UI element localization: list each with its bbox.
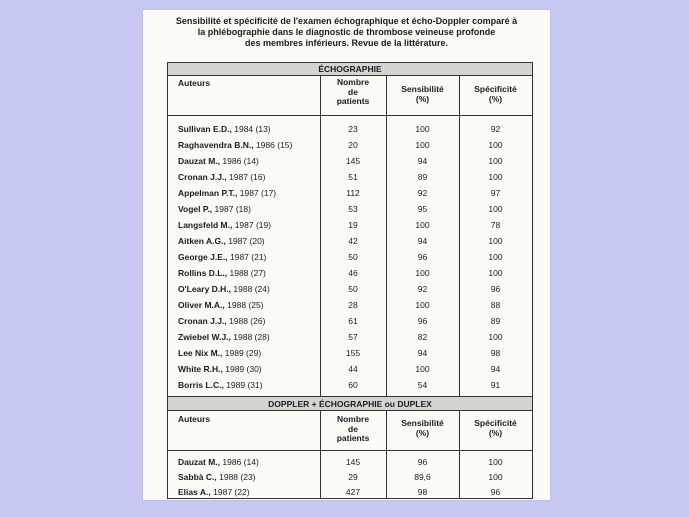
table-row	[168, 185, 532, 201]
author-cell	[178, 469, 256, 485]
author-ref: 1987 (19)	[234, 220, 272, 230]
author-ref: 1989 (31)	[226, 380, 263, 390]
author-name: Elias A.,	[178, 487, 211, 497]
table-row	[168, 281, 532, 297]
patients-cell: 61	[348, 316, 358, 326]
specificity-cell: 92	[490, 124, 501, 134]
sensitivity-cell: 98	[417, 487, 428, 497]
sensitivity-cell: 96	[417, 457, 428, 467]
author-name: White R.H.,	[178, 364, 223, 374]
author-name: Cronan J.J.,	[178, 316, 227, 326]
specificity-cell: 96	[490, 487, 501, 497]
author-ref: 1988 (28)	[233, 332, 270, 342]
table-row	[168, 217, 532, 233]
specificity-cell: 100	[488, 140, 503, 150]
section2-header-row	[168, 411, 532, 451]
author-ref: 1987 (17)	[239, 188, 277, 198]
author-name: Aitken A.G.,	[178, 236, 226, 246]
sensitivity-cell: 95	[417, 204, 428, 214]
sensitivity-cell: 100	[415, 220, 430, 230]
table-row	[168, 329, 532, 345]
author-name: Lee Nix M.,	[178, 348, 223, 358]
author-name: Sabbà C.,	[178, 472, 217, 482]
specificity-cell: 96	[490, 284, 501, 294]
author-ref: 1988 (24)	[233, 284, 270, 294]
author-cell	[178, 454, 259, 470]
patients-cell: 42	[348, 236, 358, 246]
table-row	[168, 153, 532, 169]
author-ref: 1987 (22)	[213, 487, 250, 497]
author-name: Sullivan E.D.,	[178, 124, 232, 134]
author-name: Raghavendra B.N.,	[178, 140, 254, 150]
section-heading-echographie: ÉCHOGRAPHIE	[168, 63, 532, 76]
patients-cell: 155	[345, 348, 361, 358]
results-table	[167, 62, 533, 499]
author-cell	[178, 345, 261, 361]
author-cell	[178, 137, 292, 153]
author-cell	[178, 217, 271, 233]
sensitivity-cell: 92	[417, 188, 428, 198]
table-row	[168, 361, 532, 377]
author-cell	[178, 377, 263, 393]
author-name: Vogel P.,	[178, 204, 213, 214]
specificity-cell: 100	[488, 172, 503, 182]
specificity-cell: 100	[488, 156, 503, 166]
section-heading-duplex: DOPPLER + ÉCHOGRAPHIE ou DUPLEX	[168, 396, 532, 411]
title-line-2: la phlébographie dans le diagnostic de thrombose veineuse profonde	[197, 27, 496, 37]
column-divider	[320, 76, 321, 396]
sensitivity-cell: 89,6	[414, 472, 431, 482]
author-cell	[178, 281, 270, 297]
author-ref: 1989 (30)	[225, 364, 262, 374]
column-divider	[320, 411, 321, 499]
patients-cell: 28	[348, 300, 358, 310]
sensitivity-cell: 100	[415, 140, 430, 150]
author-cell	[178, 153, 259, 169]
author-name: Oliver M.A.,	[178, 300, 225, 310]
patients-cell: 57	[348, 332, 358, 342]
column-divider	[459, 76, 460, 396]
author-ref: 1989 (29)	[224, 348, 262, 358]
specificity-cell: 88	[490, 300, 501, 310]
sensitivity-cell: 92	[417, 284, 428, 294]
table-row	[168, 454, 532, 470]
patients-cell: 46	[348, 268, 358, 278]
author-cell	[178, 233, 265, 249]
author-ref: 1987 (18)	[214, 204, 251, 214]
table-row	[168, 484, 532, 500]
author-name: Appelman P.T.,	[178, 188, 238, 198]
specificity-cell: 100	[488, 457, 503, 467]
title-line-3: des membres inférieurs. Revue de la littérature.	[244, 38, 449, 48]
patients-cell: 29	[348, 472, 358, 482]
table-row	[168, 345, 532, 361]
patients-cell: 427	[345, 487, 361, 497]
table-row	[168, 469, 532, 485]
column-divider	[459, 411, 460, 499]
author-name: Langsfeld M.,	[178, 220, 233, 230]
author-cell	[178, 185, 276, 201]
patients-cell: 112	[346, 188, 360, 198]
sensitivity-cell: 96	[417, 316, 428, 326]
header-patients: Nombre de patients	[336, 77, 370, 106]
specificity-cell: 100	[488, 268, 503, 278]
author-ref: 1986 (15)	[255, 140, 293, 150]
author-cell	[178, 313, 265, 329]
title-line-1: Sensibilité et spécificité de l'examen échographique et écho-Doppler comparé à	[175, 16, 518, 26]
sensitivity-cell: 54	[417, 380, 428, 390]
specificity-cell: 100	[488, 236, 503, 246]
author-name: Rollins D.L.,	[178, 268, 228, 278]
specificity-cell: 89	[490, 316, 501, 326]
table-row	[168, 169, 532, 185]
author-cell	[178, 329, 270, 345]
author-name: Dauzat M.,	[178, 457, 221, 467]
author-ref: 1987 (16)	[229, 172, 266, 182]
author-name: Borris L.C.,	[178, 380, 224, 390]
author-cell	[178, 249, 266, 265]
sensitivity-cell: 94	[417, 348, 428, 358]
header-specificity: Spécificité (%)	[474, 418, 517, 438]
table-row	[168, 297, 532, 313]
specificity-cell: 100	[488, 472, 503, 482]
author-ref: 1988 (23)	[219, 472, 256, 482]
author-name: Cronan J.J.,	[178, 172, 227, 182]
specificity-cell: 78	[490, 220, 501, 230]
sensitivity-cell: 89	[417, 172, 428, 182]
table-row	[168, 201, 532, 217]
author-ref: 1988 (27)	[229, 268, 266, 278]
table-title	[143, 16, 550, 49]
section1-header-row	[168, 76, 532, 116]
specificity-cell: 100	[488, 252, 503, 262]
table-row	[168, 249, 532, 265]
sensitivity-cell: 100	[415, 268, 430, 278]
specificity-cell: 94	[490, 364, 501, 374]
author-cell	[178, 121, 271, 137]
patients-cell: 145	[345, 457, 361, 467]
table-row	[168, 233, 532, 249]
table-row	[168, 313, 532, 329]
author-ref: 1988 (26)	[229, 316, 266, 326]
table-row	[168, 137, 532, 153]
author-cell	[178, 484, 250, 500]
header-authors: Auteurs	[178, 78, 211, 88]
author-cell	[178, 361, 262, 377]
patients-cell: 53	[348, 204, 358, 214]
sensitivity-cell: 100	[415, 364, 430, 374]
sensitivity-cell: 94	[417, 236, 428, 246]
author-cell	[178, 201, 251, 217]
sensitivity-cell: 82	[417, 332, 428, 342]
header-specificity: Spécificité (%)	[474, 84, 517, 104]
author-name: O'Leary D.H.,	[178, 284, 232, 294]
author-cell	[178, 265, 266, 281]
specificity-cell: 100	[488, 204, 503, 214]
column-divider	[386, 76, 387, 396]
specificity-cell: 98	[490, 348, 501, 358]
sensitivity-cell: 96	[417, 252, 428, 262]
header-patients: Nombre de patients	[336, 414, 370, 443]
column-divider	[386, 411, 387, 499]
patients-cell: 50	[348, 252, 358, 262]
patients-cell: 51	[348, 172, 358, 182]
header-sensitivity: Sensibilité (%)	[401, 84, 444, 104]
author-name: Zwiebel W.J.,	[178, 332, 231, 342]
author-name: George J.E.,	[178, 252, 228, 262]
author-ref: 1987 (21)	[229, 252, 267, 262]
table-row	[168, 121, 532, 137]
table-row	[168, 377, 532, 393]
document-page	[143, 10, 550, 500]
patients-cell: 23	[348, 124, 358, 134]
author-cell	[178, 297, 264, 313]
specificity-cell: 100	[488, 332, 503, 342]
author-ref: 1986 (14)	[222, 156, 259, 166]
sensitivity-cell: 100	[415, 300, 430, 310]
table-row	[168, 265, 532, 281]
author-name: Dauzat M.,	[178, 156, 221, 166]
sensitivity-cell: 100	[415, 124, 430, 134]
author-cell	[178, 169, 265, 185]
author-ref: 1984 (13)	[234, 124, 271, 134]
header-authors: Auteurs	[178, 414, 211, 424]
patients-cell: 60	[348, 380, 358, 390]
author-ref: 1987 (20)	[228, 236, 265, 246]
author-ref: 1988 (25)	[227, 300, 264, 310]
specificity-cell: 91	[490, 380, 501, 390]
patients-cell: 44	[348, 364, 358, 374]
sensitivity-cell: 94	[417, 156, 428, 166]
specificity-cell: 97	[490, 188, 501, 198]
patients-cell: 50	[348, 284, 358, 294]
author-ref: 1986 (14)	[222, 457, 259, 467]
patients-cell: 20	[348, 140, 358, 150]
patients-cell: 19	[348, 220, 358, 230]
patients-cell: 145	[345, 156, 361, 166]
header-sensitivity: Sensibilité (%)	[401, 418, 444, 438]
